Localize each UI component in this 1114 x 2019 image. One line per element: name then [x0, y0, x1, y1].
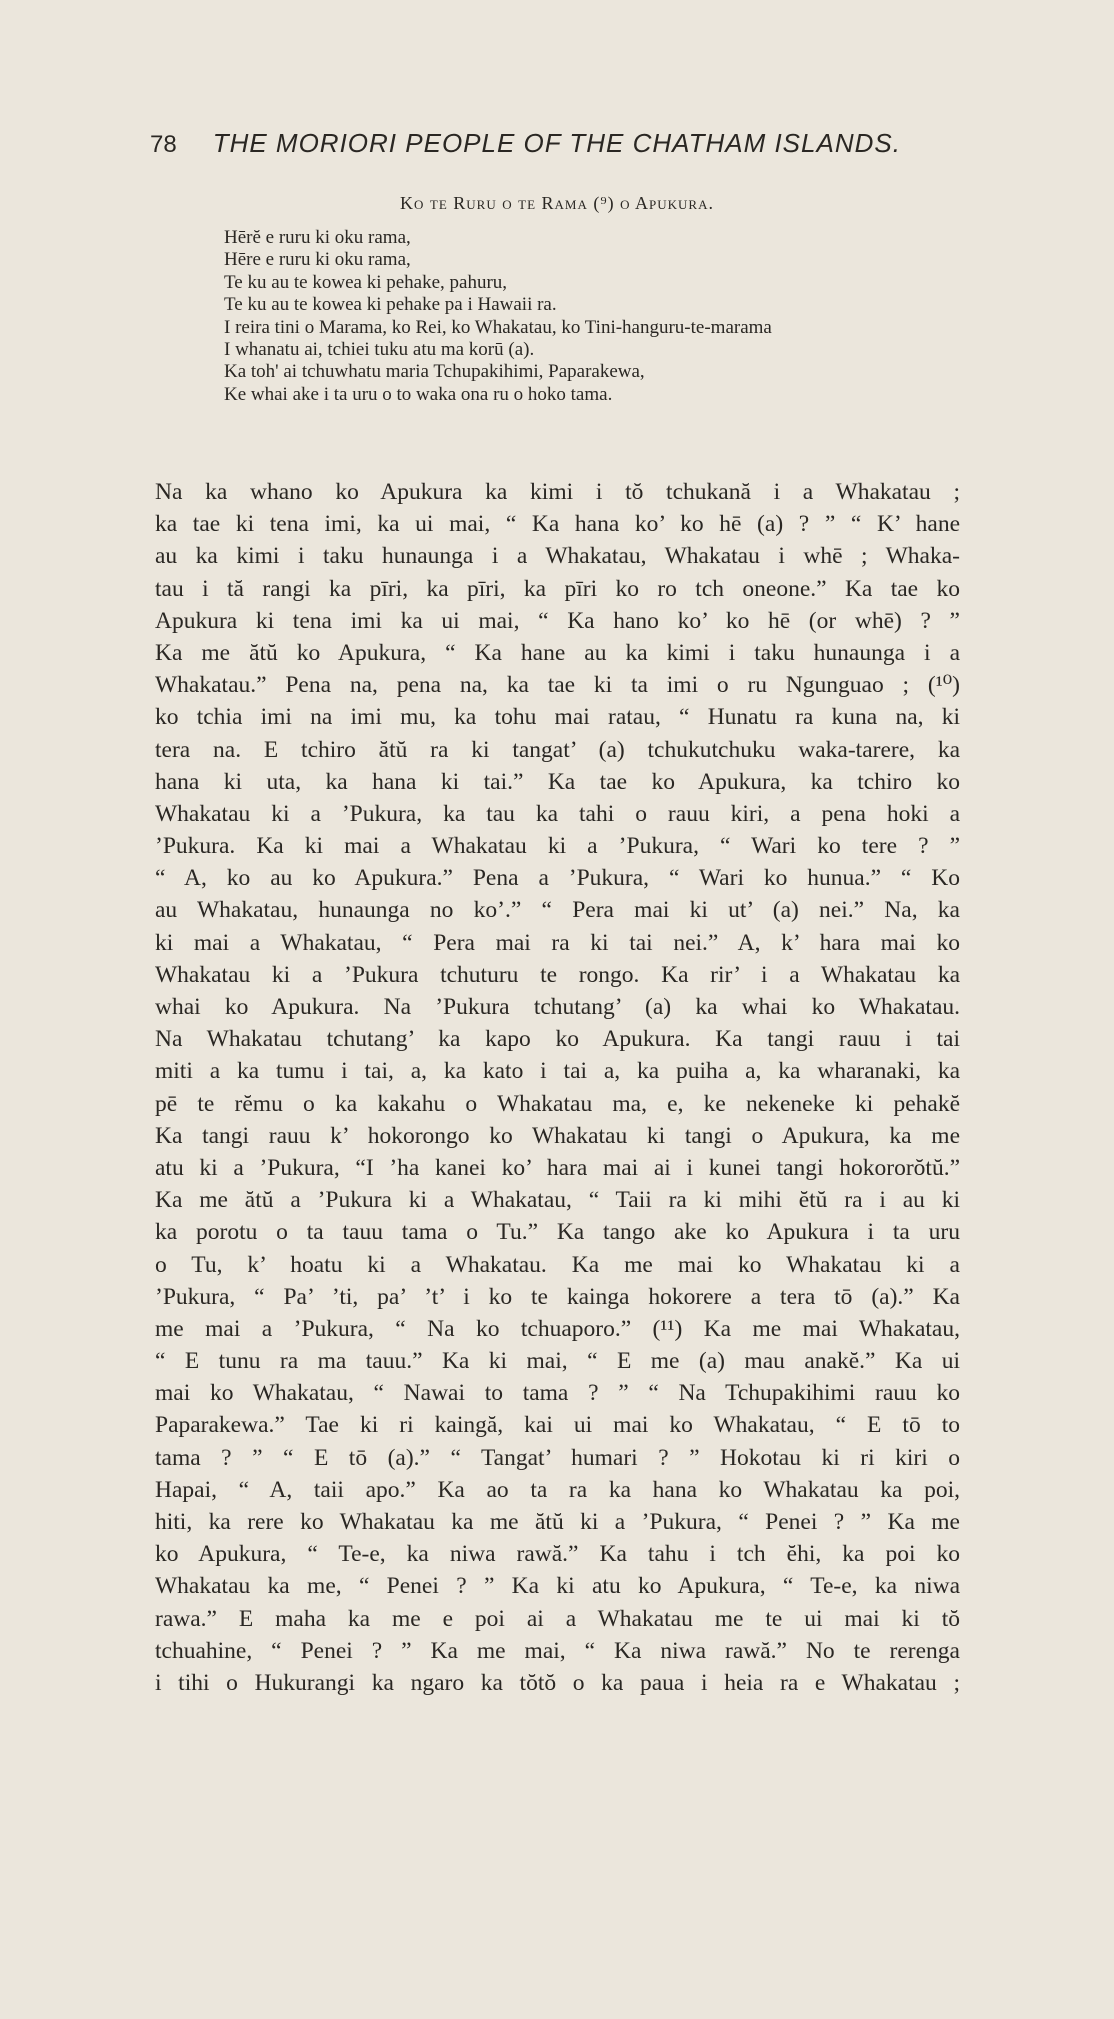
body-line: ’Pukura. Ka ki mai a Whakatau ki a ’Pukura, “ Wari ko tere ? ”	[155, 833, 960, 860]
song-title: Ko te Ruru o te Rama (⁹) o Apukura.	[400, 193, 714, 213]
body-line: au Whakatau, hunaunga no ko’.” “ Pera mai ki ut’ (a) nei.” Na, ka	[155, 897, 960, 924]
verse-line: Hēre e ruru ki oku rama,	[224, 249, 411, 271]
body-line: i tihi o Hukurangi ka ngaro ka tŏtŏ o ka paua i heia ra e Whakatau ;	[155, 1669, 960, 1696]
body-line: mai ko Whakatau, “ Nawai to tama ? ” “ Na Tchupakihimi rauu ko	[155, 1380, 960, 1407]
body-line: tau i tă rangi ka pīri, ka pīri, ka pīri ko ro tch oneone.” Ka tae ko	[155, 575, 960, 602]
body-line: tama ? ” “ E tō (a).” “ Tangat’ humari ? ” Hokotau ki ri kiri o	[155, 1444, 960, 1471]
body-line: o Tu, k’ hoatu ki a Whakatau. Ka me mai ko Whakatau ki a	[155, 1251, 960, 1278]
verse-block	[224, 227, 1004, 406]
body-line: Whakatau ki a ’Pukura tchuturu te rongo. Ka rir’ i a Whakatau ka	[155, 961, 960, 988]
body-line: Ka me ătŭ a ’Pukura ki a Whakatau, “ Taii ra ki mihi ĕtŭ ra i au ki	[155, 1187, 960, 1214]
body-line: tchuahine, “ Penei ? ” Ka me mai, “ Ka niwa rawă.” No te rerenga	[155, 1637, 960, 1664]
body-line: ko tchia imi na imi mu, ka tohu mai ratau, “ Hunatu ra kuna na, ki	[155, 704, 960, 731]
body-line: ki mai a Whakatau, “ Pera mai ra ki tai nei.” A, k’ hara mai ko	[155, 929, 960, 956]
body-line: “ E tunu ra ma tauu.” Ka ki mai, “ E me (a) mau anakĕ.” Ka ui	[155, 1348, 960, 1375]
body-line: Paparakewa.” Tae ki ri kaingă, kai ui mai ko Whakatau, “ E tō to	[155, 1412, 960, 1439]
body-line: whai ko Apukura. Na ’Pukura tchutang’ (a) ka whai ko Whakatau.	[155, 994, 960, 1020]
body-line: pē te rĕmu o ka kakahu o Whakatau ma, e, ke nekeneke ki pehakĕ	[155, 1090, 960, 1117]
body-line: atu ki a ’Pukura, “I ’ha kanei ko’ hara mai ai i kunei tangi hokororŏtŭ.”	[155, 1154, 960, 1181]
body-line: ko Apukura, “ Te-e, ka niwa rawă.” Ka tahu i tch ĕhi, ka poi ko	[155, 1541, 960, 1568]
verse-line: I reira tini o Marama, ko Rei, ko Whakatau, ko Tini-hanguru-te-marama	[224, 316, 772, 338]
page-number: 78	[150, 131, 177, 158]
verse-line: Te ku au te kowea ki pehake pa i Hawaii ra.	[224, 294, 557, 316]
body-line: ka porotu o ta tauu tama o Tu.” Ka tango ake ko Apukura i ta uru	[155, 1219, 960, 1246]
body-line: Apukura ki tena imi ka ui mai, “ Ka hano ko’ ko hē (or whē) ? ”	[155, 607, 960, 634]
body-line: Whakatau.” Pena na, pena na, ka tae ki ta imi o ru Ngunguao ; (¹⁰)	[155, 672, 960, 699]
verse-line: Ke whai ake i ta uru o to waka ona ru o hoko tama.	[224, 383, 613, 405]
body-line: hiti, ka rere ko Whakatau ka me ătŭ ki a ’Pukura, “ Penei ? ” Ka me	[155, 1509, 960, 1535]
body-line: rawa.” E maha ka me e poi ai a Whakatau me te ui mai ki tŏ	[155, 1605, 960, 1632]
running-title: THE MORIORI PEOPLE OF THE CHATHAM ISLANDS.	[212, 128, 901, 158]
body-line: Hapai, “ A, taii apo.” Ka ao ta ra ka hana ko Whakatau ka poi,	[155, 1476, 960, 1503]
body-line: au ka kimi i taku hunaunga i a Whakatau, Whakatau i whē ; Whaka-	[155, 543, 960, 570]
page-header	[150, 128, 950, 159]
body-line: ka tae ki tena imi, ka ui mai, “ Ka hana ko’ ko hē (a) ? ” “ K’ hane	[155, 511, 960, 538]
body-text	[155, 476, 960, 1699]
body-line: miti a ka tumu i tai, a, ka kato i tai a, ka puiha a, ka wharanaki, ka	[155, 1058, 960, 1085]
body-line: ’Pukura, “ Pa’ ’ti, pa’ ’t’ i ko te kainga hokorere a tera tō (a).” Ka	[155, 1283, 960, 1310]
body-line: “ A, ko au ko Apukura.” Pena a ’Pukura, “ Wari ko hunua.” “ Ko	[155, 865, 960, 892]
body-line: hana ki uta, ka hana ki tai.” Ka tae ko Apukura, ka tchiro ko	[155, 768, 960, 795]
body-line: Na Whakatau tchutang’ ka kapo ko Apukura. Ka tangi rauu i tai	[155, 1026, 960, 1053]
verse-line: I whanatu ai, tchiei tuku atu ma korū (a).	[224, 339, 535, 361]
verse-line: Te ku au te kowea ki pehake, pahuru,	[224, 271, 508, 293]
verse-line: Ka toh' ai tchuwhatu maria Tchupakihimi, Paparakewa,	[224, 361, 645, 383]
body-line: Whakatau ka me, “ Penei ? ” Ka ki atu ko Apukura, “ Te-e, ka niwa	[155, 1573, 960, 1600]
body-line: Whakatau ki a ’Pukura, ka tau ka tahi o rauu kiri, a pena hoki a	[155, 800, 960, 827]
body-line: Ka me ătŭ ko Apukura, “ Ka hane au ka kimi i taku hunaunga i a	[155, 639, 960, 666]
body-line: Na ka whano ko Apukura ka kimi i tŏ tchukană i a Whakatau ;	[155, 479, 960, 505]
body-line: tera na. E tchiro ătŭ ra ki tangat’ (a) tchukutchuku waka-tarere, ka	[155, 736, 960, 763]
verse-line: Hērĕ e ruru ki oku rama,	[224, 227, 411, 248]
body-line: Ka tangi rauu k’ hokorongo ko Whakatau ki tangi o Apukura, ka me	[155, 1122, 960, 1149]
body-line: me mai a ’Pukura, “ Na ko tchuaporo.” (¹¹) Ka me mai Whakatau,	[155, 1315, 960, 1342]
